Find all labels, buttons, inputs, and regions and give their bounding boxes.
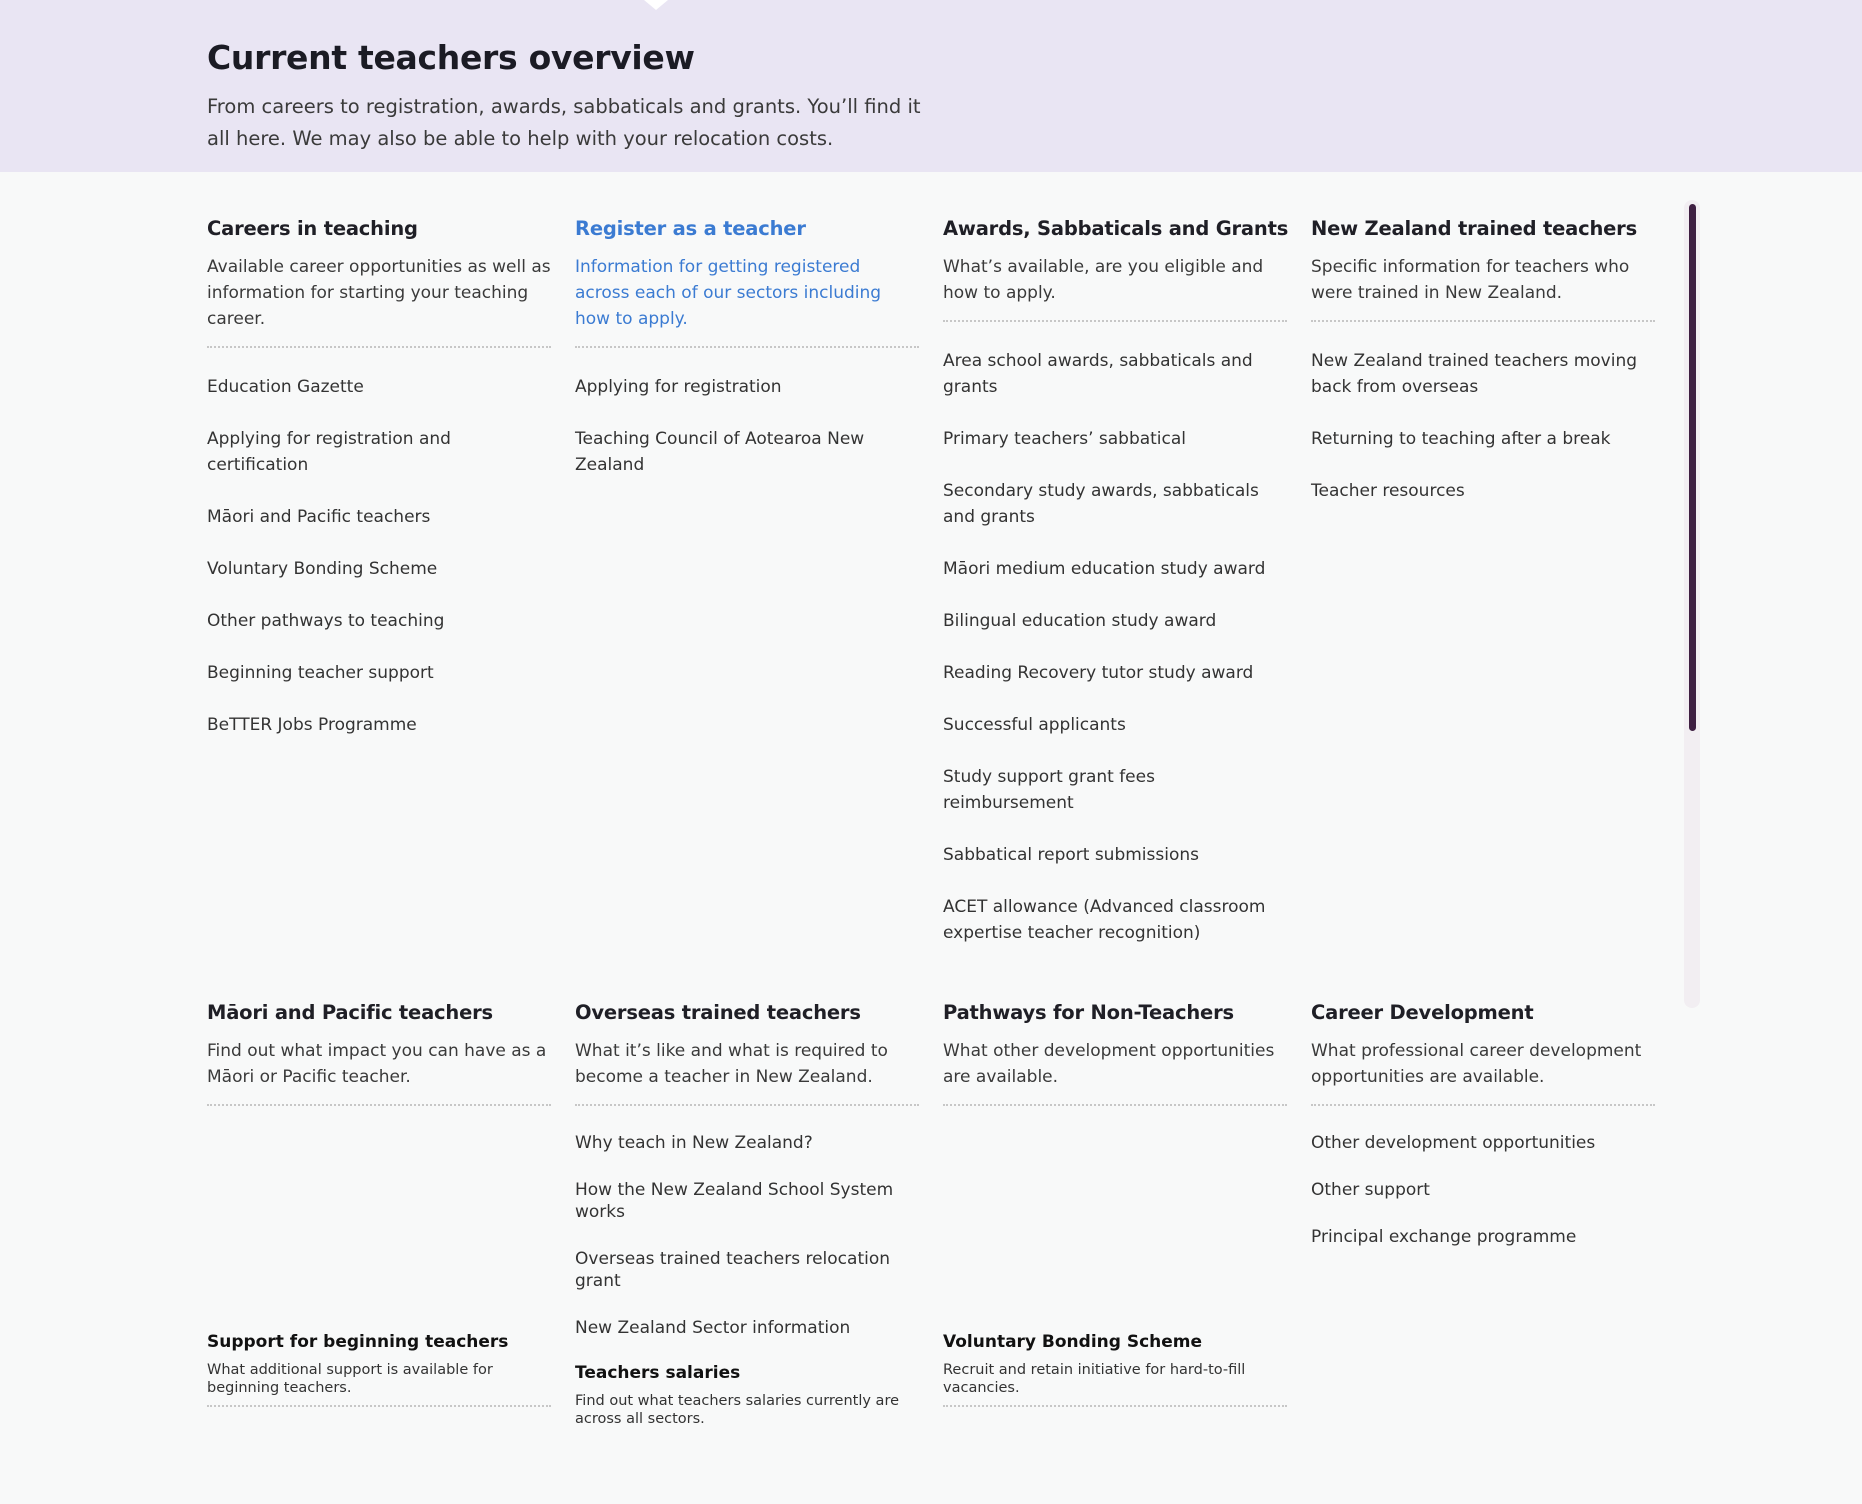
nav-link[interactable]: Study support grant fees reimbursement [943, 767, 1155, 813]
nav-link[interactable]: Secondary study awards, sabbaticals and grants [943, 481, 1259, 527]
nav-link[interactable]: ACET allowance (Advanced classroom expertise teacher recognition) [943, 897, 1266, 943]
card-description: What additional support is available for beginning teachers. [207, 1362, 493, 1396]
card-description: Recruit and retain initiative for hard-to-fill vacancies. [943, 1362, 1246, 1396]
card-teachers-salaries [575, 1362, 919, 1428]
section-title[interactable]: Career Development [1311, 1001, 1534, 1024]
section-pathways-non-teachers [943, 1000, 1287, 1106]
nav-link[interactable]: Māori medium education study award [943, 559, 1266, 579]
nav-link[interactable]: Reading Recovery tutor study award [943, 663, 1254, 683]
section-description: What other development opportunities are available. [943, 1041, 1275, 1087]
section-description: Find out what impact you can have as a Māori or Pacific teacher. [207, 1041, 547, 1087]
section-maori-pacific-teachers [207, 1000, 551, 1106]
hero-banner [0, 0, 1862, 172]
section-description: Specific information for teachers who were trained in New Zealand. [1311, 257, 1630, 303]
nav-link[interactable]: Why teach in New Zealand? [575, 1133, 813, 1153]
nav-link[interactable]: Principal exchange programme [1311, 1227, 1577, 1247]
nav-link[interactable]: Applying for registration and certification [207, 429, 451, 475]
section-description: What’s available, are you eligible and how to apply. [943, 257, 1264, 303]
section-title[interactable]: New Zealand trained teachers [1311, 217, 1637, 240]
section-career-development [1311, 1000, 1655, 1273]
nav-link[interactable]: BeTTER Jobs Programme [207, 715, 417, 735]
section-register-as-teacher [575, 216, 919, 504]
dotted-divider [207, 1405, 551, 1407]
nav-link[interactable]: Sabbatical report submissions [943, 845, 1199, 865]
link-list [575, 374, 919, 478]
nav-link[interactable]: Māori and Pacific teachers [207, 507, 431, 527]
nav-link[interactable]: New Zealand trained teachers moving back from overseas [1311, 351, 1638, 397]
nav-link[interactable]: Bilingual education study award [943, 611, 1217, 631]
section-title[interactable]: Pathways for Non-Teachers [943, 1001, 1234, 1024]
card-title[interactable]: Voluntary Bonding Scheme [943, 1332, 1203, 1352]
section-awards-sabbaticals-grants [943, 216, 1287, 972]
nav-link[interactable]: Teaching Council of Aotearoa New Zealand [575, 429, 865, 475]
section-description[interactable]: Information for getting registered across each of our sectors including how to apply. [575, 257, 882, 329]
link-list [1311, 348, 1655, 504]
dotted-divider [943, 1405, 1287, 1407]
link-list [1311, 1132, 1655, 1248]
nav-link[interactable]: Teacher resources [1311, 481, 1465, 501]
dotted-divider [943, 1104, 1287, 1106]
section-description: What professional career development opportunities are available. [1311, 1041, 1642, 1087]
dotted-divider [575, 346, 919, 348]
section-title[interactable]: Register as a teacher [575, 217, 806, 240]
card-title[interactable]: Teachers salaries [575, 1363, 741, 1383]
card-support-beginning-teachers [207, 1331, 551, 1407]
section-title[interactable]: Māori and Pacific teachers [207, 1001, 493, 1024]
nav-link[interactable]: New Zealand Sector information [575, 1318, 851, 1338]
section-title[interactable]: Overseas trained teachers [575, 1001, 861, 1024]
page-intro: From careers to registration, awards, sabbaticals and grants. You’ll find it all here. We may also be able to help with your relocation costs. [207, 95, 921, 150]
nav-link[interactable]: Voluntary Bonding Scheme [207, 559, 438, 579]
page-title: Current teachers overview [207, 38, 695, 77]
link-list [575, 1132, 919, 1339]
dotted-divider [575, 1104, 919, 1106]
nav-link[interactable]: Overseas trained teachers relocation grant [575, 1249, 891, 1291]
link-list [943, 348, 1287, 946]
dotted-divider [943, 320, 1287, 322]
section-title[interactable]: Awards, Sabbaticals and Grants [943, 217, 1289, 240]
scrollbar-thumb[interactable] [1689, 204, 1696, 731]
nav-link[interactable]: Successful applicants [943, 715, 1126, 735]
card-title[interactable]: Support for beginning teachers [207, 1332, 509, 1352]
nav-link[interactable]: Area school awards, sabbaticals and grants [943, 351, 1253, 397]
nav-link[interactable]: Returning to teaching after a break [1311, 429, 1611, 449]
dotted-divider [1311, 1104, 1655, 1106]
section-overseas-trained-teachers [575, 1000, 919, 1364]
nav-link[interactable]: Other support [1311, 1180, 1430, 1200]
dotted-divider [207, 346, 551, 348]
nav-link[interactable]: Beginning teacher support [207, 663, 434, 683]
card-description: Find out what teachers salaries currently are across all sectors. [575, 1393, 900, 1427]
section-nz-trained-teachers [1311, 216, 1655, 530]
nav-link[interactable]: How the New Zealand School System works [575, 1180, 894, 1222]
nav-link[interactable]: Other development opportunities [1311, 1133, 1596, 1153]
link-list [207, 374, 551, 738]
nav-link[interactable]: Primary teachers’ sabbatical [943, 429, 1187, 449]
hero-notch [644, 0, 668, 10]
dotted-divider [1311, 320, 1655, 322]
dotted-divider [207, 1104, 551, 1106]
section-description: What it’s like and what is required to become a teacher in New Zealand. [575, 1041, 888, 1087]
nav-link[interactable]: Education Gazette [207, 377, 364, 397]
section-title[interactable]: Careers in teaching [207, 217, 418, 240]
nav-link[interactable]: Other pathways to teaching [207, 611, 445, 631]
section-careers-in-teaching [207, 216, 551, 764]
card-voluntary-bonding-scheme [943, 1331, 1287, 1407]
nav-link[interactable]: Applying for registration [575, 377, 782, 397]
section-description: Available career opportunities as well as information for starting your teaching career. [207, 257, 551, 329]
